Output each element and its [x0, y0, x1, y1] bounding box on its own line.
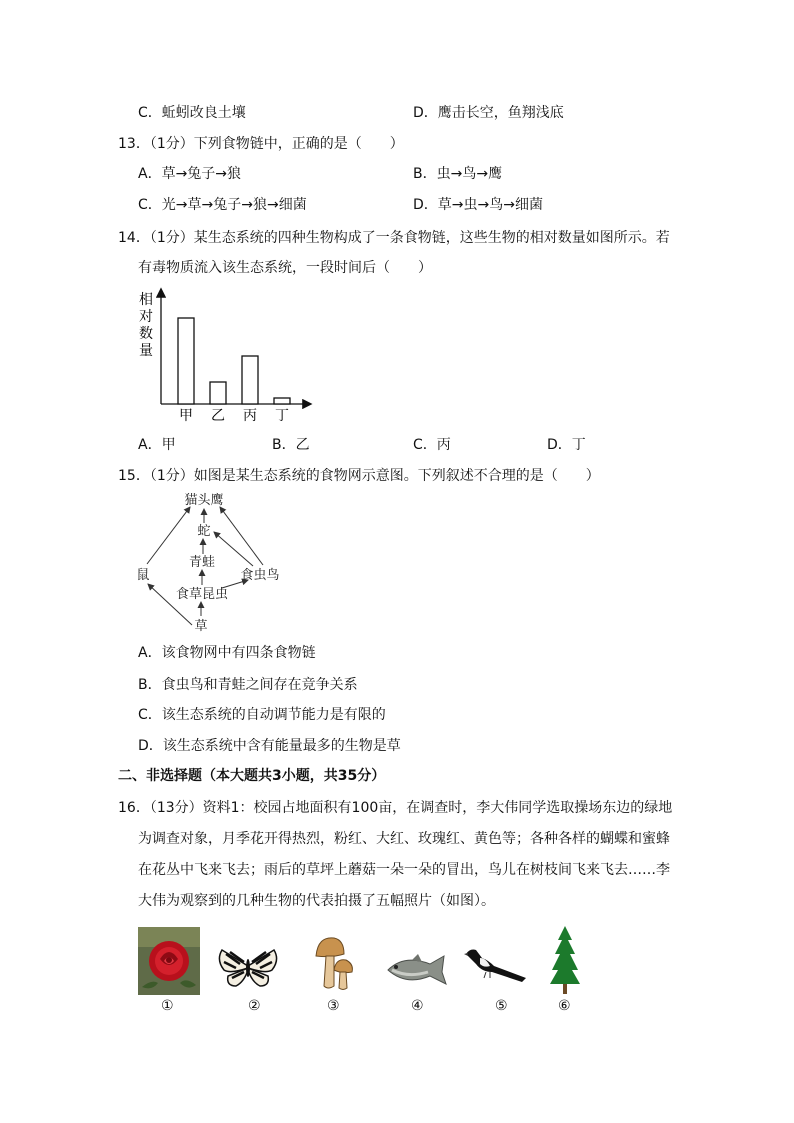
butterfly-icon: [216, 946, 280, 990]
y-label-char-0: 相: [139, 292, 153, 308]
arrow-bird-snake: [214, 532, 253, 566]
x-tick-label-3: 丁: [275, 408, 289, 424]
picture-label-6: ⑥: [558, 998, 571, 1014]
arrow-mouse-owl: [147, 507, 190, 564]
picture-label-1: ①: [161, 998, 174, 1014]
q13-option-b: B．虫→鸟→鹰: [413, 166, 503, 182]
q15-option-a: A．该食物网中有四条食物链: [138, 645, 316, 661]
node-snake: 蛇: [197, 524, 211, 539]
bar-3: [274, 398, 290, 404]
q15-stem: 15．（1分）如图是某生态系统的食物网示意图。下列叙述不合理的是（ ）: [118, 468, 600, 484]
picture-label-2: ②: [248, 998, 261, 1014]
rose-icon: [138, 927, 200, 995]
q16-line2: 为调查对象，月季花开得热烈，粉红、大红、玫瑰红、黄色等；各种各样的蝴蝶和蜜蜂: [138, 831, 670, 847]
arrow-insect-bird: [222, 580, 248, 588]
x-tick-label-1: 乙: [211, 408, 225, 424]
y-label-char-1: 对: [139, 309, 153, 325]
y-label-char-2: 数: [139, 326, 153, 342]
section-heading: 二、非选择题（本大题共3小题，共35分）: [118, 768, 386, 784]
bar-0: [178, 318, 194, 404]
node-mouse: 鼠: [136, 568, 150, 583]
q14-stem-line1: 14．（1分）某生态系统的四种生物构成了一条食物链，这些生物的相对数量如图所示。若: [118, 230, 670, 246]
q13-option-c: C．光→草→兔子→狼→细菌: [138, 197, 307, 213]
x-tick-label-2: 丙: [243, 408, 257, 424]
q13-stem: 13．（1分）下列食物链中，正确的是（ ）: [118, 136, 404, 152]
node-owl: 猫头鹰: [184, 493, 224, 508]
node-insect: 食草昆虫: [175, 587, 229, 602]
fish-icon: [384, 950, 448, 990]
q14-bar-chart: [130, 284, 320, 426]
q14-option-c: C．丙: [413, 437, 451, 453]
q14-stem-line2: 有毒物质流入该生态系统，一段时间后（ ）: [138, 260, 432, 276]
q16-line3: 在花丛中飞来飞去；雨后的草坪上蘑菇一朵一朵的冒出，鸟儿在树枝间飞来飞去……李: [138, 862, 670, 878]
mushroom-icon: [314, 936, 354, 992]
q13-option-a: A．草→兔子→狼: [138, 166, 242, 182]
q16-line1: 16．（13分）资料1：校园占地面积有100亩，在调查时，李大伟同学选取操场东边的绿地: [118, 800, 673, 816]
magpie-icon: [462, 944, 528, 984]
q15-food-web: [130, 488, 290, 638]
q15-option-c: C．该生态系统的自动调节能力是有限的: [138, 707, 386, 723]
bar-1: [210, 382, 226, 404]
q16-line4: 大伟为观察到的几种生物的代表拍摄了五幅照片（如图）。: [138, 893, 495, 909]
q13-option-d: D．草→虫→鸟→细菌: [413, 197, 543, 213]
picture-label-5: ⑤: [495, 998, 508, 1014]
q14-option-a: A．甲: [138, 437, 176, 453]
node-bird: 食虫鸟: [240, 568, 280, 583]
bar-2: [242, 356, 258, 404]
q14-option-b: B．乙: [272, 437, 310, 453]
q15-option-d: D．该生态系统中含有能量最多的生物是草: [138, 738, 401, 754]
node-frog: 青蛙: [188, 555, 216, 570]
picture-label-3: ③: [327, 998, 340, 1014]
q14-option-d: D．丁: [547, 437, 586, 453]
pine-tree-icon: [548, 926, 582, 994]
q12-option-c: C．蚯蚓改良土壤: [138, 105, 246, 121]
y-label-char-3: 量: [139, 343, 153, 359]
x-tick-label-0: 甲: [179, 408, 193, 424]
picture-label-4: ④: [411, 998, 424, 1014]
q12-option-d: D．鹰击长空，鱼翔浅底: [413, 105, 564, 121]
node-grass: 草: [194, 619, 208, 634]
q15-option-b: B．食虫鸟和青蛙之间存在竞争关系: [138, 677, 358, 693]
